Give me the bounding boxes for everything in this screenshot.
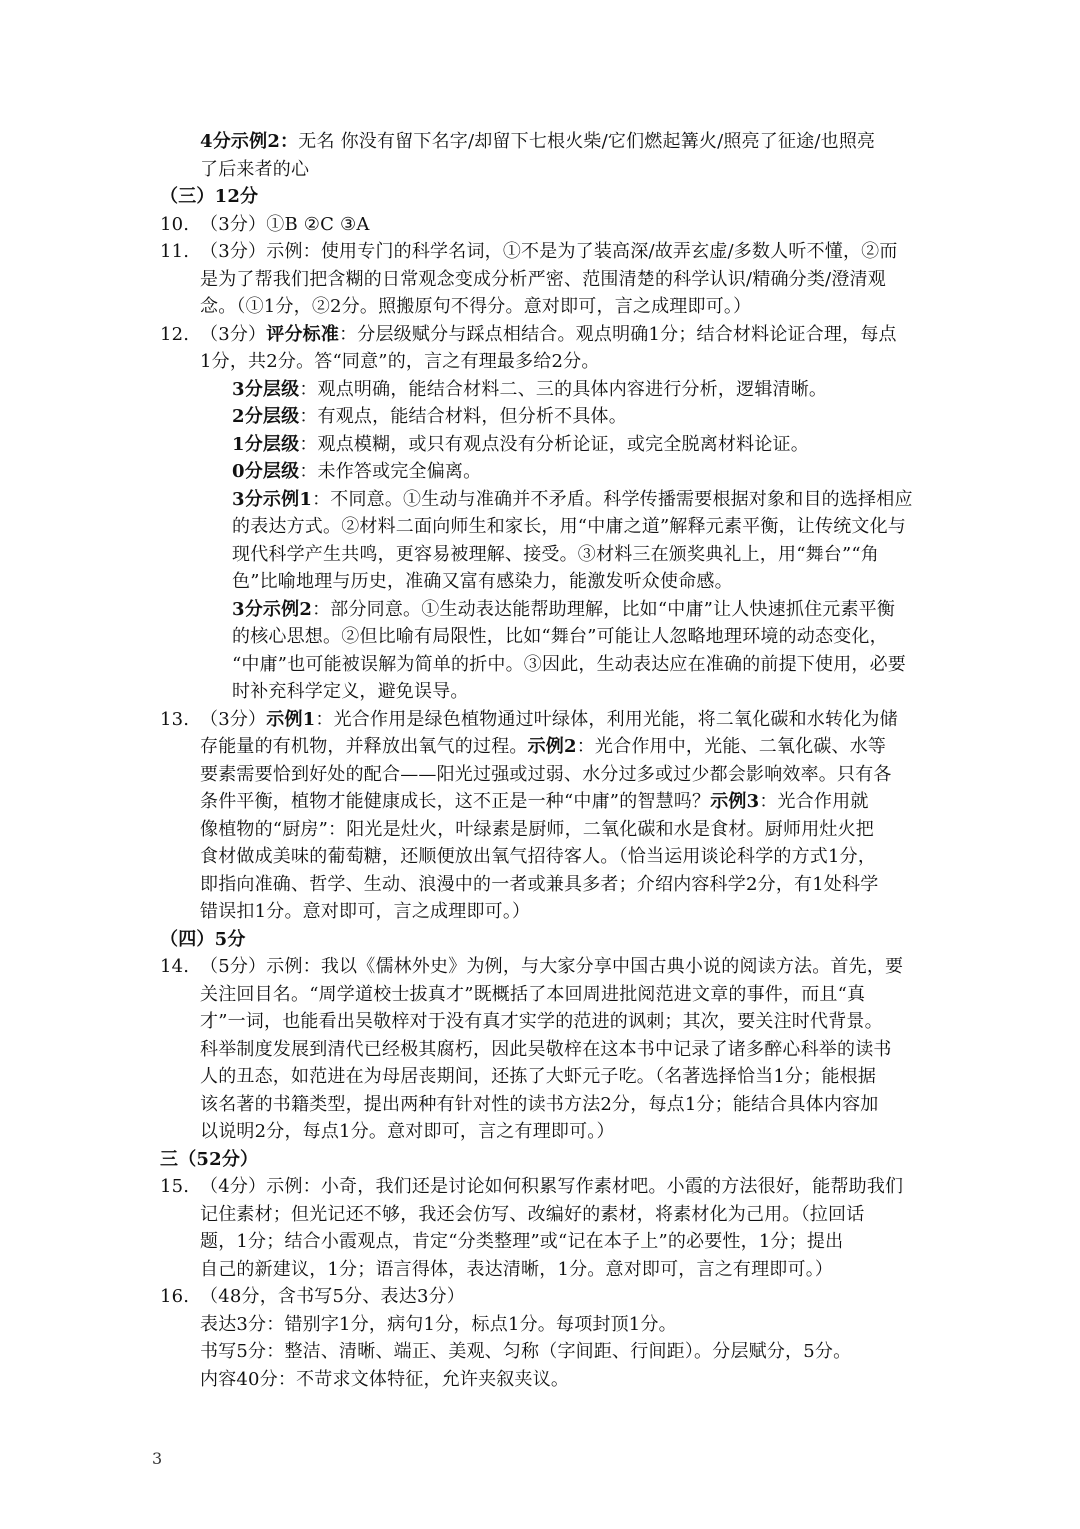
question-16: 16. （48分，含书写5分、表达3分） 表达3分：错别字1分，病句1分，标点1分。每项封顶1分。 书写5分：整洁、清晰、端正、美观、匀称（字间距、行间距）。分层赋分，5分。 内容40分：不苛求文体特征，允许夹叙夹议。 xyxy=(160,1286,852,1390)
question-14: 14. （5分）示例：我以《儒林外史》为例，与大家分享中国古典小说的阅读方法。首先，要 关注回目名。“周学道校士拔真才”既概括了本回周进批阅范进文章的事件，而且“真 才”一词，也能看出吴敬梓对于没有真才实学的范进的讽刺；其次，要关注时代背景。 科举制度发展到清代已经极其腐朽，因此吴敬梓在这本书中记录了诸多醉心科举的读书 人的丑态，如范进在为母居丧期间，还拣了大虾元子吃。（名著选择恰当1分；能根据 该名著的书籍类型，提出两种有针对性的读书方法2分，每点1分；能结合具体内容加 以说明2分，每点1分。意对即可，言之有理即可。） xyxy=(160,956,904,1142)
question-12: 12. （3分）评分标准：分层级赋分与踩点相结合。观点明确1分；结合材料论证合理，每点 1分，共2分。答“同意”的，言之有理最多给2分。 3分层级：观点明确，能结合材料二、三的具体内容进行分析，逻辑清晰。 2分层级：有观点，能结合材料，但分析不具体。 1分层级：观点模糊，或只有观点没有分析论证，或完全脱离材料论证。 0分层级：未作答或完全偏离。 3分示例1：不同意。①生动与准确并不矛盾。科学传播需要根据对象和目的选择相应 的表达方式。②材料二面向师生和家长，用“中庸之道”解释元素平衡，让传统文化与 现代科学产生共鸣，更容易被理解、接受。③材料三在颁奖典礼上，用“舞台”“角 色”比喻地理与历史，准确又富有感染力，能激发听众使命感。 3分示例2：部分同意。①生动表达能帮助理解，比如“中庸”让人快速抓住元素平衡 的核心思想。②但比喻有局限性，比如“舞台”可能让人忽略地理环境的动态变化， “中庸”也可能被误解为简单的折中。③因此，生动表达应在准确的前提下使用，必要 时补充科学定义，避免误导。 xyxy=(160,321,930,706)
q9-example-line: 了后来者的心 xyxy=(200,158,310,180)
question-11: 11. （3分）示例：使用专门的科学名词，①不是为了装高深/故弄玄虚/多数人听不懂，②而 是为了帮我们把含糊的日常观念变成分析严密、范围清楚的科学认识/精确分类/澄清观 念。（①1分，②2分。照搬原句不得分。意对即可，言之成理即可。） xyxy=(160,241,898,317)
question-15: 15. （4分）示例：小奇，我们还是讨论如何积累写作素材吧。小霞的方法很好，能帮助我们 记住素材；但光记还不够，我还会仿写、改编好的素材，将素材化为己用。（拉回话 题，1分；结合小霞观点，肯定“分类整理”或“记在本子上”的必要性，1分；提出 自己的新建议，1分；语言得体，表达清晰，1分。意对即可，言之有理即可。） xyxy=(160,1176,904,1280)
question-13: 13. （3分）示例1：光合作用是绿色植物通过叶绿体，利用光能，将二氧化碳和水转化为储 存能量的有机物，并释放出氧气的过程。示例2：光合作用中，光能、二氧化碳、水等 要素需要恰到好处的配合——阳光过强或过弱、水分过多或过少都会影响效率。只有各 条件平衡，植物才能健康成长，这不正是一种“中庸”的智慧吗？示例3：光合作用就 像植物的“厨房”：阳光是灶火，叶绿素是厨师，二氧化碳和水是食材。厨师用灶火把 食材做成美味的葡萄糖，还顺便放出氧气招待客人。（恰当运用谈论科学的方式1分， 即指向准确、哲学、生动、浪漫中的一者或兼具多者；介绍内容科学2分，有1处科学 错误扣1分。意对即可，言之成理即可。） xyxy=(160,708,898,922)
section-heading-3: （三）12分 xyxy=(160,186,259,207)
question-10: 10. （3分）①B ②C ③A xyxy=(160,213,370,235)
example-line: 3分示例2：部分同意。①生动表达能帮助理解，比如“中庸”让人快速抓住元素平衡 xyxy=(232,598,896,620)
example-line: 3分示例1：不同意。①生动与准确并不矛盾。科学传播需要根据对象和目的选择相应 xyxy=(232,488,913,510)
level-line: 0分层级：未作答或完全偏离。 xyxy=(232,461,482,482)
section-heading-4: （四）5分 xyxy=(160,928,246,950)
level-line: 3分层级：观点明确，能结合材料二、三的具体内容进行分析，逻辑清晰。 xyxy=(232,378,828,400)
level-line: 2分层级：有观点，能结合材料，但分析不具体。 xyxy=(232,406,627,427)
level-line: 1分层级：观点模糊，或只有观点没有分析论证，或完全脱离材料论证。 xyxy=(232,433,809,455)
q9-example-line: 4分示例2：无名 你没有留下名字/却留下七根火柴/它们燃起篝火/照亮了征途/也照亮 xyxy=(200,131,876,152)
page-number: 3 xyxy=(152,1449,163,1468)
answer-key-content xyxy=(160,128,930,1393)
section-heading-three: 三（52分） xyxy=(160,1148,259,1170)
